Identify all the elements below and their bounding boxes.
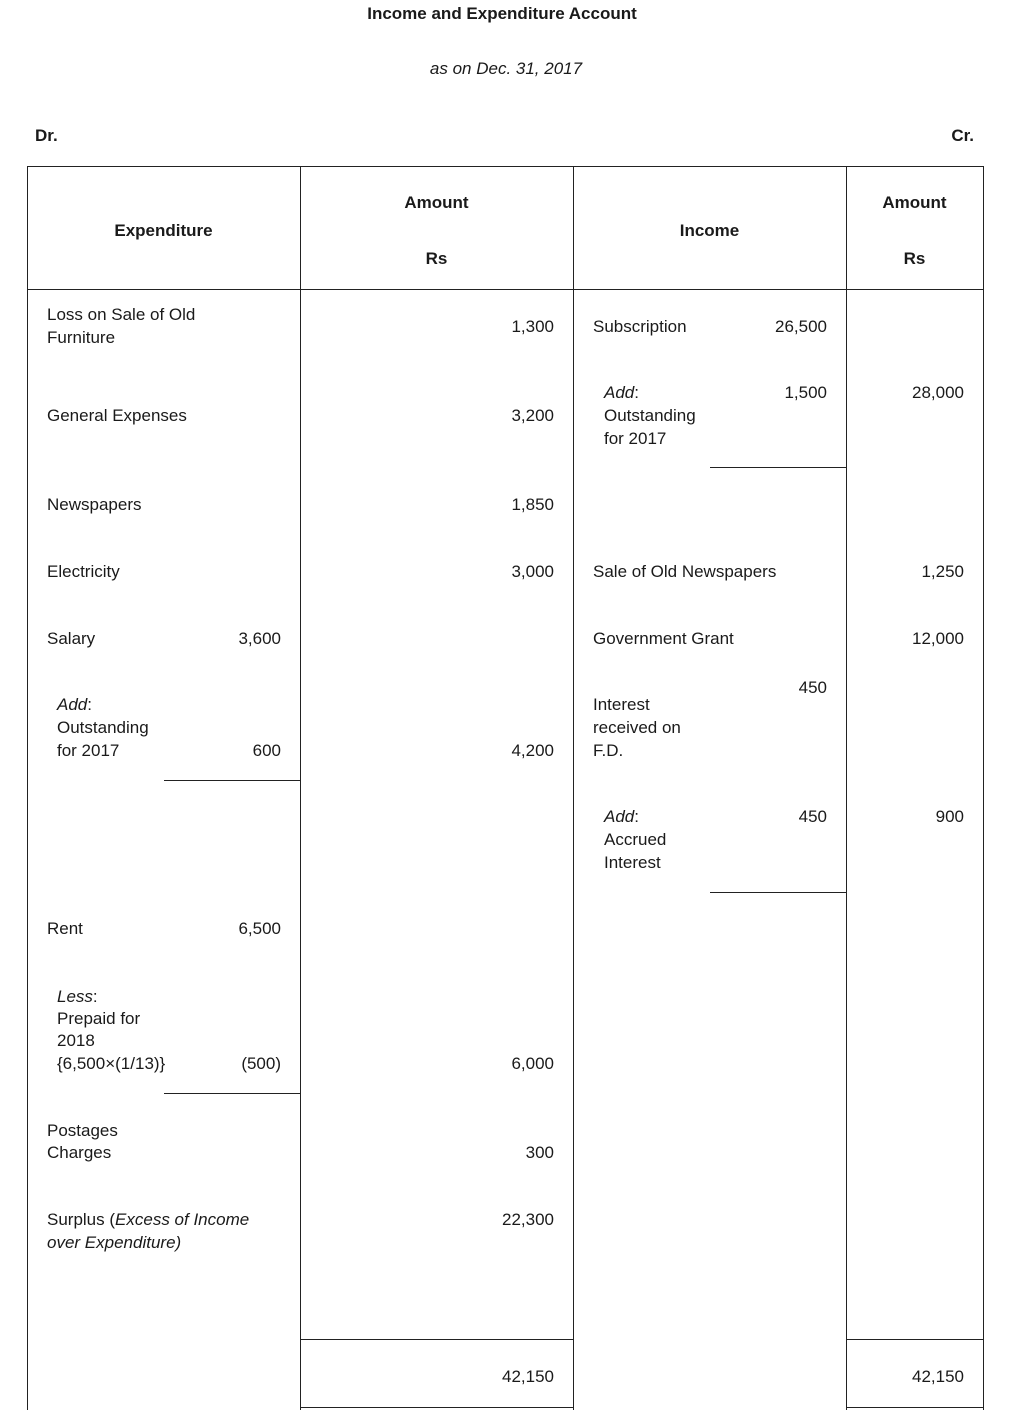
inc-interest-add-line1: Accrued (604, 830, 667, 849)
table-border-left (27, 166, 28, 1410)
exp-salary-subtotal-rule (164, 780, 300, 781)
inc-govt-grant-label: Government Grant (593, 629, 734, 648)
inc-total-amount: 42,150 (912, 1367, 964, 1386)
inc-subscription-add-line2: for 2017 (604, 429, 667, 448)
exp-total-top-rule (300, 1339, 574, 1340)
table-top-rule (27, 166, 984, 167)
exp-rent-label: Rent (47, 919, 83, 938)
exp-loss-furniture-line2: Furniture (47, 328, 116, 347)
exp-loss-furniture-amount: 1,300 (511, 317, 554, 336)
exp-salary-add-line1: Outstanding (57, 718, 149, 737)
inc-subscription-add: Add: (604, 383, 639, 402)
exp-general-expenses-amount: 3,200 (511, 406, 554, 425)
exp-rent-less: Less: (57, 987, 98, 1006)
exp-salary-amount: 4,200 (511, 741, 554, 760)
header-expenditure: Expenditure (114, 221, 213, 240)
inc-interest-subtotal-rule (710, 892, 846, 893)
inc-subscription-sub: 26,500 (775, 317, 827, 336)
column-divider-1 (300, 166, 301, 1410)
inc-total-top-rule (846, 1339, 984, 1340)
inc-total-bottom-rule (846, 1407, 984, 1408)
inc-subscription-add-sub: 1,500 (784, 383, 827, 402)
column-divider-3 (846, 166, 847, 1410)
header-income: Income (679, 221, 740, 240)
exp-postage-amount: 300 (525, 1143, 554, 1162)
inc-interest-line1: Interest (593, 695, 650, 714)
inc-interest-add-line2: Interest (604, 853, 661, 872)
inc-interest-line2: received on (593, 718, 681, 737)
header-amount-right: Amount (882, 193, 947, 212)
exp-salary-label: Salary (47, 629, 96, 648)
exp-rent-subtotal-rule (164, 1093, 300, 1094)
document-title: Income and Expenditure Account (367, 4, 637, 23)
inc-sale-newspapers-amount: 1,250 (921, 562, 964, 581)
table-border-right (983, 166, 984, 1410)
inc-subscription-label: Subscription (593, 317, 687, 336)
exp-rent-less-line3: {6,500×(1/13)} (57, 1054, 166, 1073)
inc-interest-sub: 450 (798, 678, 827, 697)
exp-rent-amount: 6,000 (511, 1054, 554, 1073)
document-subtitle: as on Dec. 31, 2017 (429, 59, 583, 78)
inc-interest-add: Add: (604, 807, 639, 826)
exp-salary-add-line2: for 2017 (57, 741, 120, 760)
exp-rent-less-sub: (500) (241, 1054, 281, 1073)
inc-interest-amount: 900 (935, 807, 964, 826)
exp-postage-line1: Postages (47, 1121, 118, 1140)
exp-newspapers-label: Newspapers (47, 495, 142, 514)
header-bottom-rule (27, 289, 984, 290)
dr-label: Dr. (35, 126, 58, 145)
cr-label: Cr. (951, 126, 974, 145)
exp-salary-add: Add: (57, 695, 92, 714)
exp-salary-add-sub: 600 (252, 741, 281, 760)
inc-interest-add-sub: 450 (798, 807, 827, 826)
inc-sale-newspapers-label: Sale of Old Newspapers (593, 562, 777, 581)
exp-newspapers-amount: 1,850 (511, 495, 554, 514)
exp-rent-less-line1: Prepaid for (57, 1009, 141, 1028)
exp-electricity-label: Electricity (47, 562, 120, 581)
exp-surplus-line2: over Expenditure) (47, 1233, 182, 1252)
inc-subscription-add-line1: Outstanding (604, 406, 696, 425)
header-rs-right: Rs (903, 249, 926, 268)
header-rs-left: Rs (425, 249, 448, 268)
exp-rent-sub: 6,500 (238, 919, 281, 938)
exp-rent-less-line2: 2018 (57, 1031, 95, 1050)
exp-general-expenses-label: General Expenses (47, 406, 187, 425)
exp-salary-sub: 3,600 (238, 629, 281, 648)
inc-subscription-subtotal-rule (710, 467, 846, 468)
inc-subscription-amount: 28,000 (912, 383, 964, 402)
exp-postage-line2: Charges (47, 1143, 112, 1162)
exp-electricity-amount: 3,000 (511, 562, 554, 581)
exp-surplus-line1: Surplus (Excess of Income (47, 1210, 250, 1229)
inc-interest-line3: F.D. (593, 741, 624, 760)
header-amount-left: Amount (404, 193, 469, 212)
exp-loss-furniture-line1: Loss on Sale of Old (47, 305, 196, 324)
inc-govt-grant-amount: 12,000 (912, 629, 964, 648)
exp-total-bottom-rule (300, 1407, 574, 1408)
exp-total-amount: 42,150 (502, 1367, 554, 1386)
column-divider-2 (573, 166, 574, 1410)
exp-surplus-amount: 22,300 (502, 1210, 554, 1229)
